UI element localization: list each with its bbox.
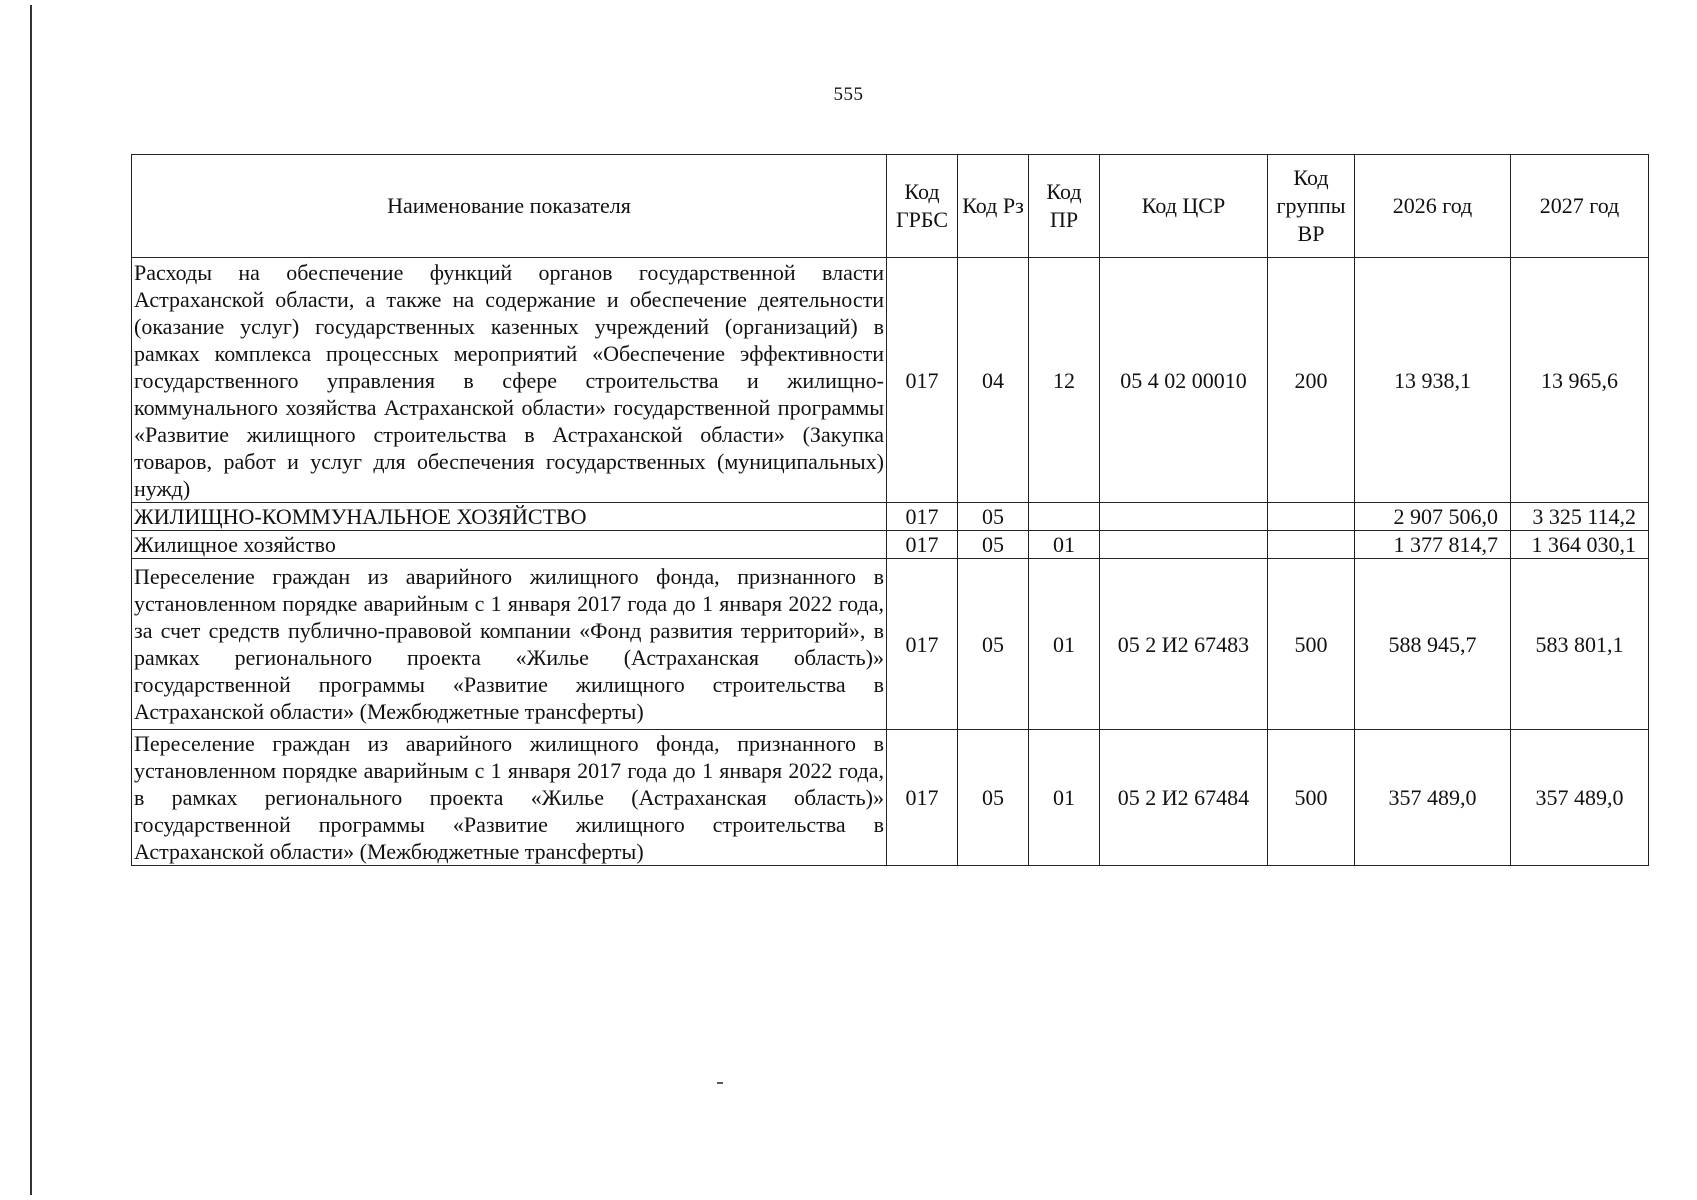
table-header-row (132, 155, 1649, 258)
header-rz: Код Рз (958, 155, 1029, 258)
header-pr: Код ПР (1029, 155, 1100, 258)
row-vr: 500 (1268, 559, 1355, 730)
table-row (132, 531, 1649, 559)
table-row (132, 258, 1649, 503)
table-row (132, 503, 1649, 531)
row-2027: 3 325 114,2 (1511, 503, 1649, 531)
row-csr: 05 2 И2 67484 (1100, 730, 1268, 866)
table-row (132, 730, 1649, 866)
row-csr: 05 4 02 00010 (1100, 258, 1268, 503)
row-pr (1029, 503, 1100, 531)
row-name: Расходы на обеспечение функций органов государственной власти Астраханской области, а также на содержание и обеспечение деятельности (оказание услуг) государственных казенных учреждений (организаций) в рамках комплекса процессных мероприятий «Обеспечение эффективности государственного управления в сфере строительства и жилищно-коммунального хозяйства Астраханской области» государственной программы «Развитие жилищного строительства в Астраханской области» (Закупка товаров, работ и услуг для обеспечения государственных (муниципальных) нужд) (132, 258, 887, 503)
row-grbs: 017 (887, 258, 958, 503)
row-name: Переселение граждан из аварийного жилищного фонда, признанного в установленном порядке аварийным с 1 января 2017 года до 1 января 2022 года, за счет средств публично-правовой компании «Фонд развития территорий», в рамках регионального проекта «Жилье (Астраханская область)» государственной программы «Развитие жилищного строительства в Астраханской области» (Межбюджетные трансферты) (132, 559, 887, 730)
header-2026: 2026 год (1355, 155, 1511, 258)
row-2026: 1 377 814,7 (1355, 531, 1511, 559)
row-grbs: 017 (887, 503, 958, 531)
header-vr: Код группы ВР (1268, 155, 1355, 258)
row-rz: 05 (958, 730, 1029, 866)
row-csr (1100, 531, 1268, 559)
row-csr (1100, 503, 1268, 531)
row-2027: 1 364 030,1 (1511, 531, 1649, 559)
row-2027: 13 965,6 (1511, 258, 1649, 503)
row-name: Жилищное хозяйство (132, 531, 887, 559)
table-row (132, 559, 1649, 730)
header-grbs: Код ГРБС (887, 155, 958, 258)
row-name: ЖИЛИЩНО-КОММУНАЛЬНОЕ ХОЗЯЙСТВО (132, 503, 887, 531)
scan-speck (717, 1082, 723, 1084)
page-number: 555 (833, 84, 864, 105)
row-vr: 500 (1268, 730, 1355, 866)
row-2026: 13 938,1 (1355, 258, 1511, 503)
row-grbs: 017 (887, 730, 958, 866)
row-rz: 04 (958, 258, 1029, 503)
row-2027: 357 489,0 (1511, 730, 1649, 866)
row-pr: 01 (1029, 730, 1100, 866)
row-rz: 05 (958, 559, 1029, 730)
row-rz: 05 (958, 531, 1029, 559)
left-margin-line (30, 5, 32, 1195)
row-grbs: 017 (887, 531, 958, 559)
row-2026: 2 907 506,0 (1355, 503, 1511, 531)
budget-table (131, 154, 1649, 866)
header-2027: 2027 год (1511, 155, 1649, 258)
row-vr (1268, 503, 1355, 531)
row-vr (1268, 531, 1355, 559)
row-name: Переселение граждан из аварийного жилищного фонда, признанного в установленном порядке аварийным с 1 января 2017 года до 1 января 2022 года, в рамках регионального проекта «Жилье (Астраханская область)» государственной программы «Развитие жилищного строительства в Астраханской области» (Межбюджетные трансферты) (132, 730, 887, 866)
row-pr: 12 (1029, 258, 1100, 503)
row-2026: 588 945,7 (1355, 559, 1511, 730)
row-pr: 01 (1029, 531, 1100, 559)
header-csr: Код ЦСР (1100, 155, 1268, 258)
row-2026: 357 489,0 (1355, 730, 1511, 866)
row-grbs: 017 (887, 559, 958, 730)
row-2027: 583 801,1 (1511, 559, 1649, 730)
row-csr: 05 2 И2 67483 (1100, 559, 1268, 730)
header-name: Наименование показателя (132, 155, 887, 258)
row-pr: 01 (1029, 559, 1100, 730)
row-rz: 05 (958, 503, 1029, 531)
row-vr: 200 (1268, 258, 1355, 503)
